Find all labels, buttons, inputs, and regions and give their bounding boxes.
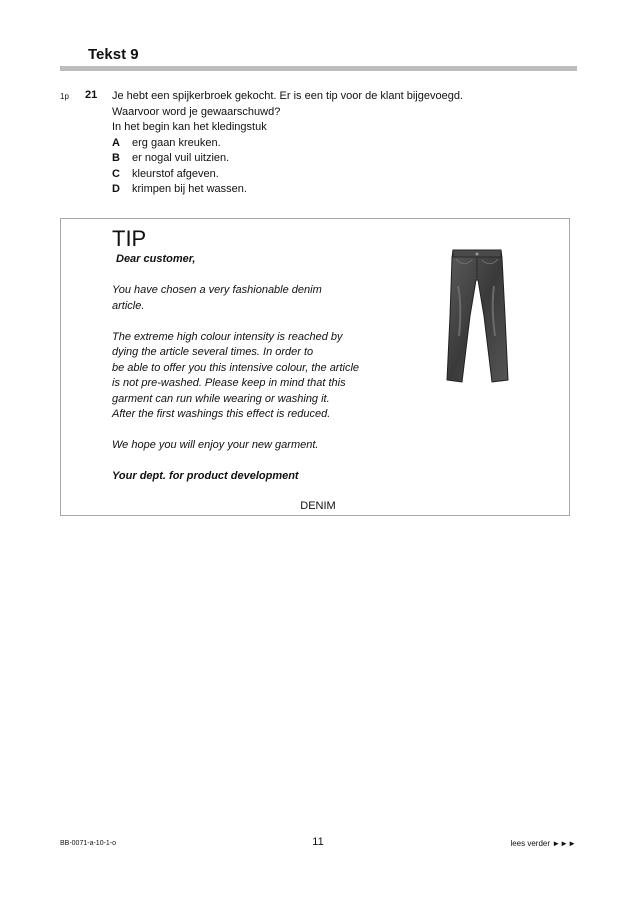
answer-option-d xyxy=(112,182,582,198)
option-text: kleurstof afgeven. xyxy=(132,167,219,180)
answer-option-b xyxy=(112,151,582,167)
letter-signature: Your dept. for product development xyxy=(112,470,299,482)
letter-greeting: Dear customer, xyxy=(116,253,196,265)
letter-line: After the first washings this effect is reduced. xyxy=(112,408,331,420)
option-text: er nogal vuil uitzien. xyxy=(132,152,230,164)
question-line: Waarvoor word je gewaarschuwd? xyxy=(112,105,281,118)
letter-line: We hope you will enjoy your new garment. xyxy=(112,439,319,451)
letter-line: garment can run while wearing or washing it. xyxy=(112,392,330,405)
option-text: erg gaan kreuken. xyxy=(132,136,221,149)
answer-option-c xyxy=(112,167,582,183)
letter-line: be able to offer you this intensive colour, the article xyxy=(112,361,360,374)
letter-line: is not pre-washed. Please keep in mind that this xyxy=(112,377,346,389)
question-body xyxy=(112,89,582,198)
continue-label: lees verder ►►► xyxy=(510,839,576,848)
answer-option-a xyxy=(112,136,582,152)
header-rule xyxy=(60,66,577,71)
letter-line: dying the article several times. In order to xyxy=(112,346,314,358)
option-letter: B xyxy=(112,152,120,164)
tip-heading: TIP xyxy=(112,226,147,251)
letter-line: article. xyxy=(112,299,145,312)
question-line: In het begin kan het kledingstuk xyxy=(112,121,267,133)
question-points: 1p xyxy=(60,92,69,101)
question-number: 21 xyxy=(85,89,98,101)
letter-line: You have chosen a very fashionable denim xyxy=(112,284,322,296)
page-title: Tekst 9 xyxy=(88,46,139,63)
option-text: krimpen bij het wassen. xyxy=(132,183,247,195)
letter-line: The extreme high colour intensity is reached by xyxy=(112,330,343,343)
option-letter: C xyxy=(112,167,120,180)
jeans-icon xyxy=(444,246,510,386)
option-letter: A xyxy=(112,136,120,149)
brand-name: DENIM xyxy=(300,500,336,512)
document-code: BB-0071-a-10-1-o xyxy=(60,840,117,847)
option-letter: D xyxy=(112,183,120,195)
page-number: 11 xyxy=(312,836,324,848)
tip-letter xyxy=(112,252,442,485)
question-line: Je hebt een spijkerbroek gekocht. Er is een tip voor de klant bijgevoegd. xyxy=(112,90,463,102)
